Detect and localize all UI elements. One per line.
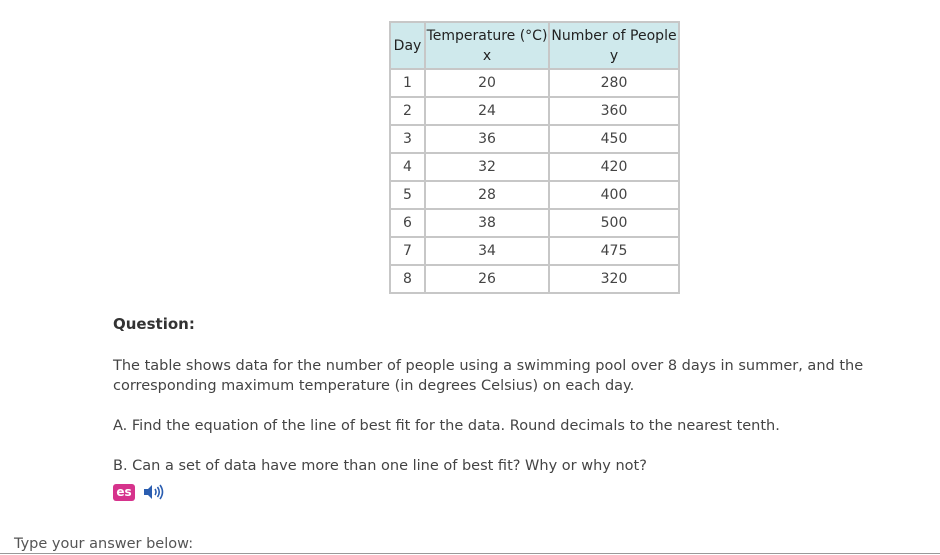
cell-day: 5 — [390, 181, 425, 209]
cell-day: 2 — [390, 97, 425, 125]
table-header-row — [390, 22, 679, 69]
cell-day: 8 — [390, 265, 425, 293]
table-row — [390, 209, 679, 237]
cell-people: 475 — [549, 237, 679, 265]
table-row — [390, 153, 679, 181]
cell-day: 1 — [390, 69, 425, 97]
header-people-label: Number of People — [551, 27, 677, 44]
header-day — [390, 22, 425, 69]
question-tools — [113, 482, 164, 502]
cell-day: 7 — [390, 237, 425, 265]
header-people-variable: y — [609, 47, 619, 64]
spanish-translation-label: es — [116, 485, 132, 499]
cell-day: 3 — [390, 125, 425, 153]
cell-temperature: 32 — [425, 153, 549, 181]
speaker-icon[interactable] — [142, 483, 164, 501]
cell-people: 280 — [549, 69, 679, 97]
header-temperature-label: Temperature (°C) — [426, 27, 548, 44]
header-day-label: Day — [393, 37, 422, 54]
cell-day: 4 — [390, 153, 425, 181]
answer-input[interactable] — [0, 553, 940, 554]
table-row — [390, 237, 679, 265]
cell-people: 420 — [549, 153, 679, 181]
answer-label: Type your answer below: — [14, 536, 194, 552]
table-row — [390, 97, 679, 125]
cell-people: 500 — [549, 209, 679, 237]
cell-people: 320 — [549, 265, 679, 293]
question-heading: Question: — [113, 315, 195, 333]
cell-people: 450 — [549, 125, 679, 153]
question-intro: The table shows data for the number of people using a swimming pool over 8 days in summer, and the corresponding maximum temperature (in degrees Celsius) on each day. — [113, 358, 864, 394]
header-temperature — [425, 22, 549, 69]
cell-people: 360 — [549, 97, 679, 125]
header-temperature-variable: x — [482, 47, 492, 64]
table-row — [390, 181, 679, 209]
cell-temperature: 26 — [425, 265, 549, 293]
question-part-b: B. Can a set of data have more than one line of best fit? Why or why not? — [113, 458, 647, 474]
cell-temperature: 34 — [425, 237, 549, 265]
cell-temperature: 36 — [425, 125, 549, 153]
spanish-translation-icon[interactable] — [113, 484, 135, 501]
cell-temperature: 20 — [425, 69, 549, 97]
table-row — [390, 69, 679, 97]
cell-temperature: 24 — [425, 97, 549, 125]
cell-temperature: 38 — [425, 209, 549, 237]
question-part-a: A. Find the equation of the line of best fit for the data. Round decimals to the nearest tenth. — [113, 418, 780, 434]
cell-temperature: 28 — [425, 181, 549, 209]
table-row — [390, 125, 679, 153]
cell-people: 400 — [549, 181, 679, 209]
data-table — [389, 21, 680, 294]
header-people — [549, 22, 679, 69]
cell-day: 6 — [390, 209, 425, 237]
table-row — [390, 265, 679, 293]
